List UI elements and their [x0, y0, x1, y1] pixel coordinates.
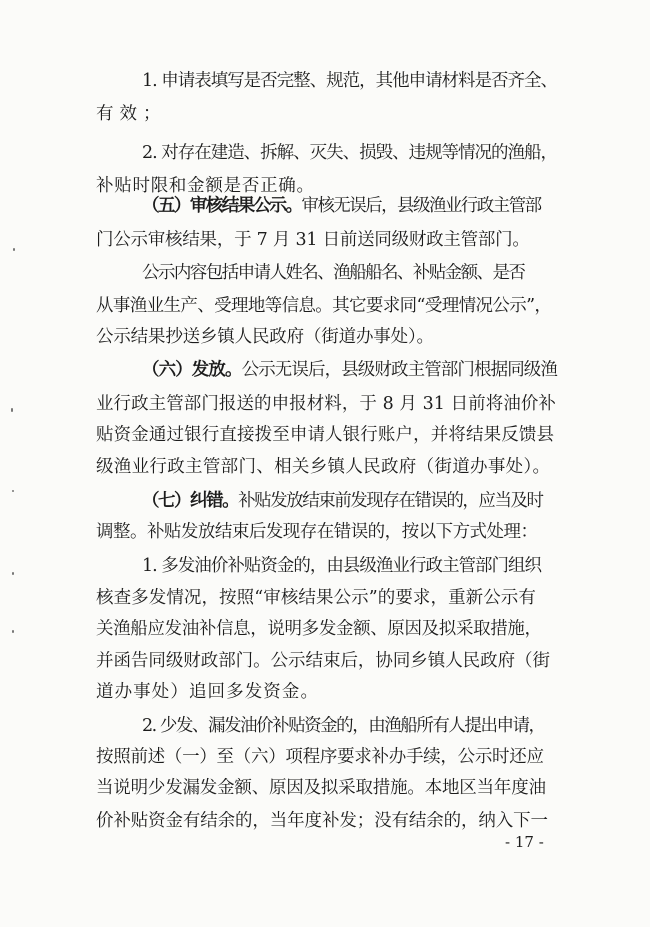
line-text: 调整。补贴发放结束后发现存在错误的，按以下方式处理：: [96, 522, 538, 542]
line-text: 业行政主管部门报送的申报材料，于 8 月 31 日前将油价补: [96, 394, 556, 414]
text-line: [142, 358, 557, 382]
text-line: [96, 423, 554, 447]
scan-speck: [13, 248, 15, 251]
line-text: 补贴时限和金额是否正确。: [96, 176, 315, 196]
line-text: 公示内容包括申请人姓名、渔船船名、补贴金额、是否: [142, 263, 525, 283]
scan-speck: [12, 490, 14, 492]
section-heading: （五）审核结果公示。: [142, 196, 302, 216]
line-text: 核查多发情况，按照“审核结果公示”的要求，重新公示有: [96, 588, 536, 608]
line-text: 贴资金通过银行直接拨至申请人银行账户，并将结果反馈县: [96, 425, 555, 445]
line-text: 审核无误后，县级渔业行政主管部: [301, 196, 541, 216]
text-line: [142, 261, 524, 285]
text-line: [96, 392, 556, 416]
text-line: [142, 489, 543, 513]
text-line: [96, 586, 536, 610]
text-line: [96, 776, 546, 800]
text-line: [96, 228, 530, 252]
text-line: [96, 455, 550, 479]
text-line: [96, 745, 544, 769]
text-line: [96, 617, 542, 641]
text-line: [96, 325, 434, 349]
section-heading: （七）纠错。: [142, 491, 239, 511]
line-text: 有效；: [96, 104, 167, 124]
text-line: [142, 714, 545, 738]
line-text: 道办事处）追回多发资金。: [96, 682, 320, 702]
line-text: 1. 多发油价补贴资金的，由县级渔业行政主管部门组织: [142, 556, 542, 576]
line-text: 公示结果抄送乡镇人民政府（街道办事处）。: [96, 327, 434, 347]
line-text: 价补贴资金有结余的，当年度补发；没有结余的，纳入下一: [96, 811, 548, 831]
scan-speck: [12, 572, 14, 575]
line-text: 按照前述（一）至（六）项程序要求补办手续，公示时还应: [96, 747, 544, 767]
text-line: [96, 649, 550, 673]
text-line: [142, 141, 557, 165]
line-text: 并函告同级财政部门。公示结束后，协同乡镇人民政府（街: [96, 651, 550, 671]
text-line: [96, 294, 551, 318]
scan-speck: [12, 630, 14, 633]
text-line: [142, 194, 541, 218]
line-text: 从事渔业生产、受理地等信息。其它要求同“受理情况公示”，: [96, 296, 552, 316]
line-text: 门公示审核结果，于 7 月 31 日前送同级财政主管部门。: [96, 230, 530, 250]
section-heading: （六）发放。: [142, 360, 242, 380]
line-text: 关渔船应发油补信息，说明多发金额、原因及拟采取措施，: [96, 619, 542, 639]
line-text: 1. 申请表填写是否完整、规范，其他申请材料是否齐全、: [142, 71, 557, 91]
scan-speck: [11, 408, 13, 412]
text-line: [96, 809, 548, 833]
line-text: 公示无误后，县级财政主管部门根据同级渔: [241, 360, 558, 380]
text-line: [96, 520, 537, 544]
text-line: [96, 102, 167, 126]
line-text: 补贴发放结束前发现存在错误的，应当及时: [238, 491, 543, 511]
text-line: [142, 69, 557, 93]
text-line: [142, 554, 541, 578]
line-text: 当说明少发漏发金额、原因及拟采取措施。本地区当年度油: [96, 778, 546, 798]
line-text: 级渔业行政主管部门、相关乡镇人民政府（街道办事处）。: [96, 457, 551, 477]
line-text: 2. 对存在建造、拆解、灭失、损毁、违规等情况的渔船，: [142, 143, 557, 163]
text-line: [96, 680, 319, 704]
line-text: 2. 少发、漏发油价补贴资金的，由渔船所有人提出申请，: [142, 716, 545, 736]
page-number: - 17 -: [505, 833, 544, 851]
